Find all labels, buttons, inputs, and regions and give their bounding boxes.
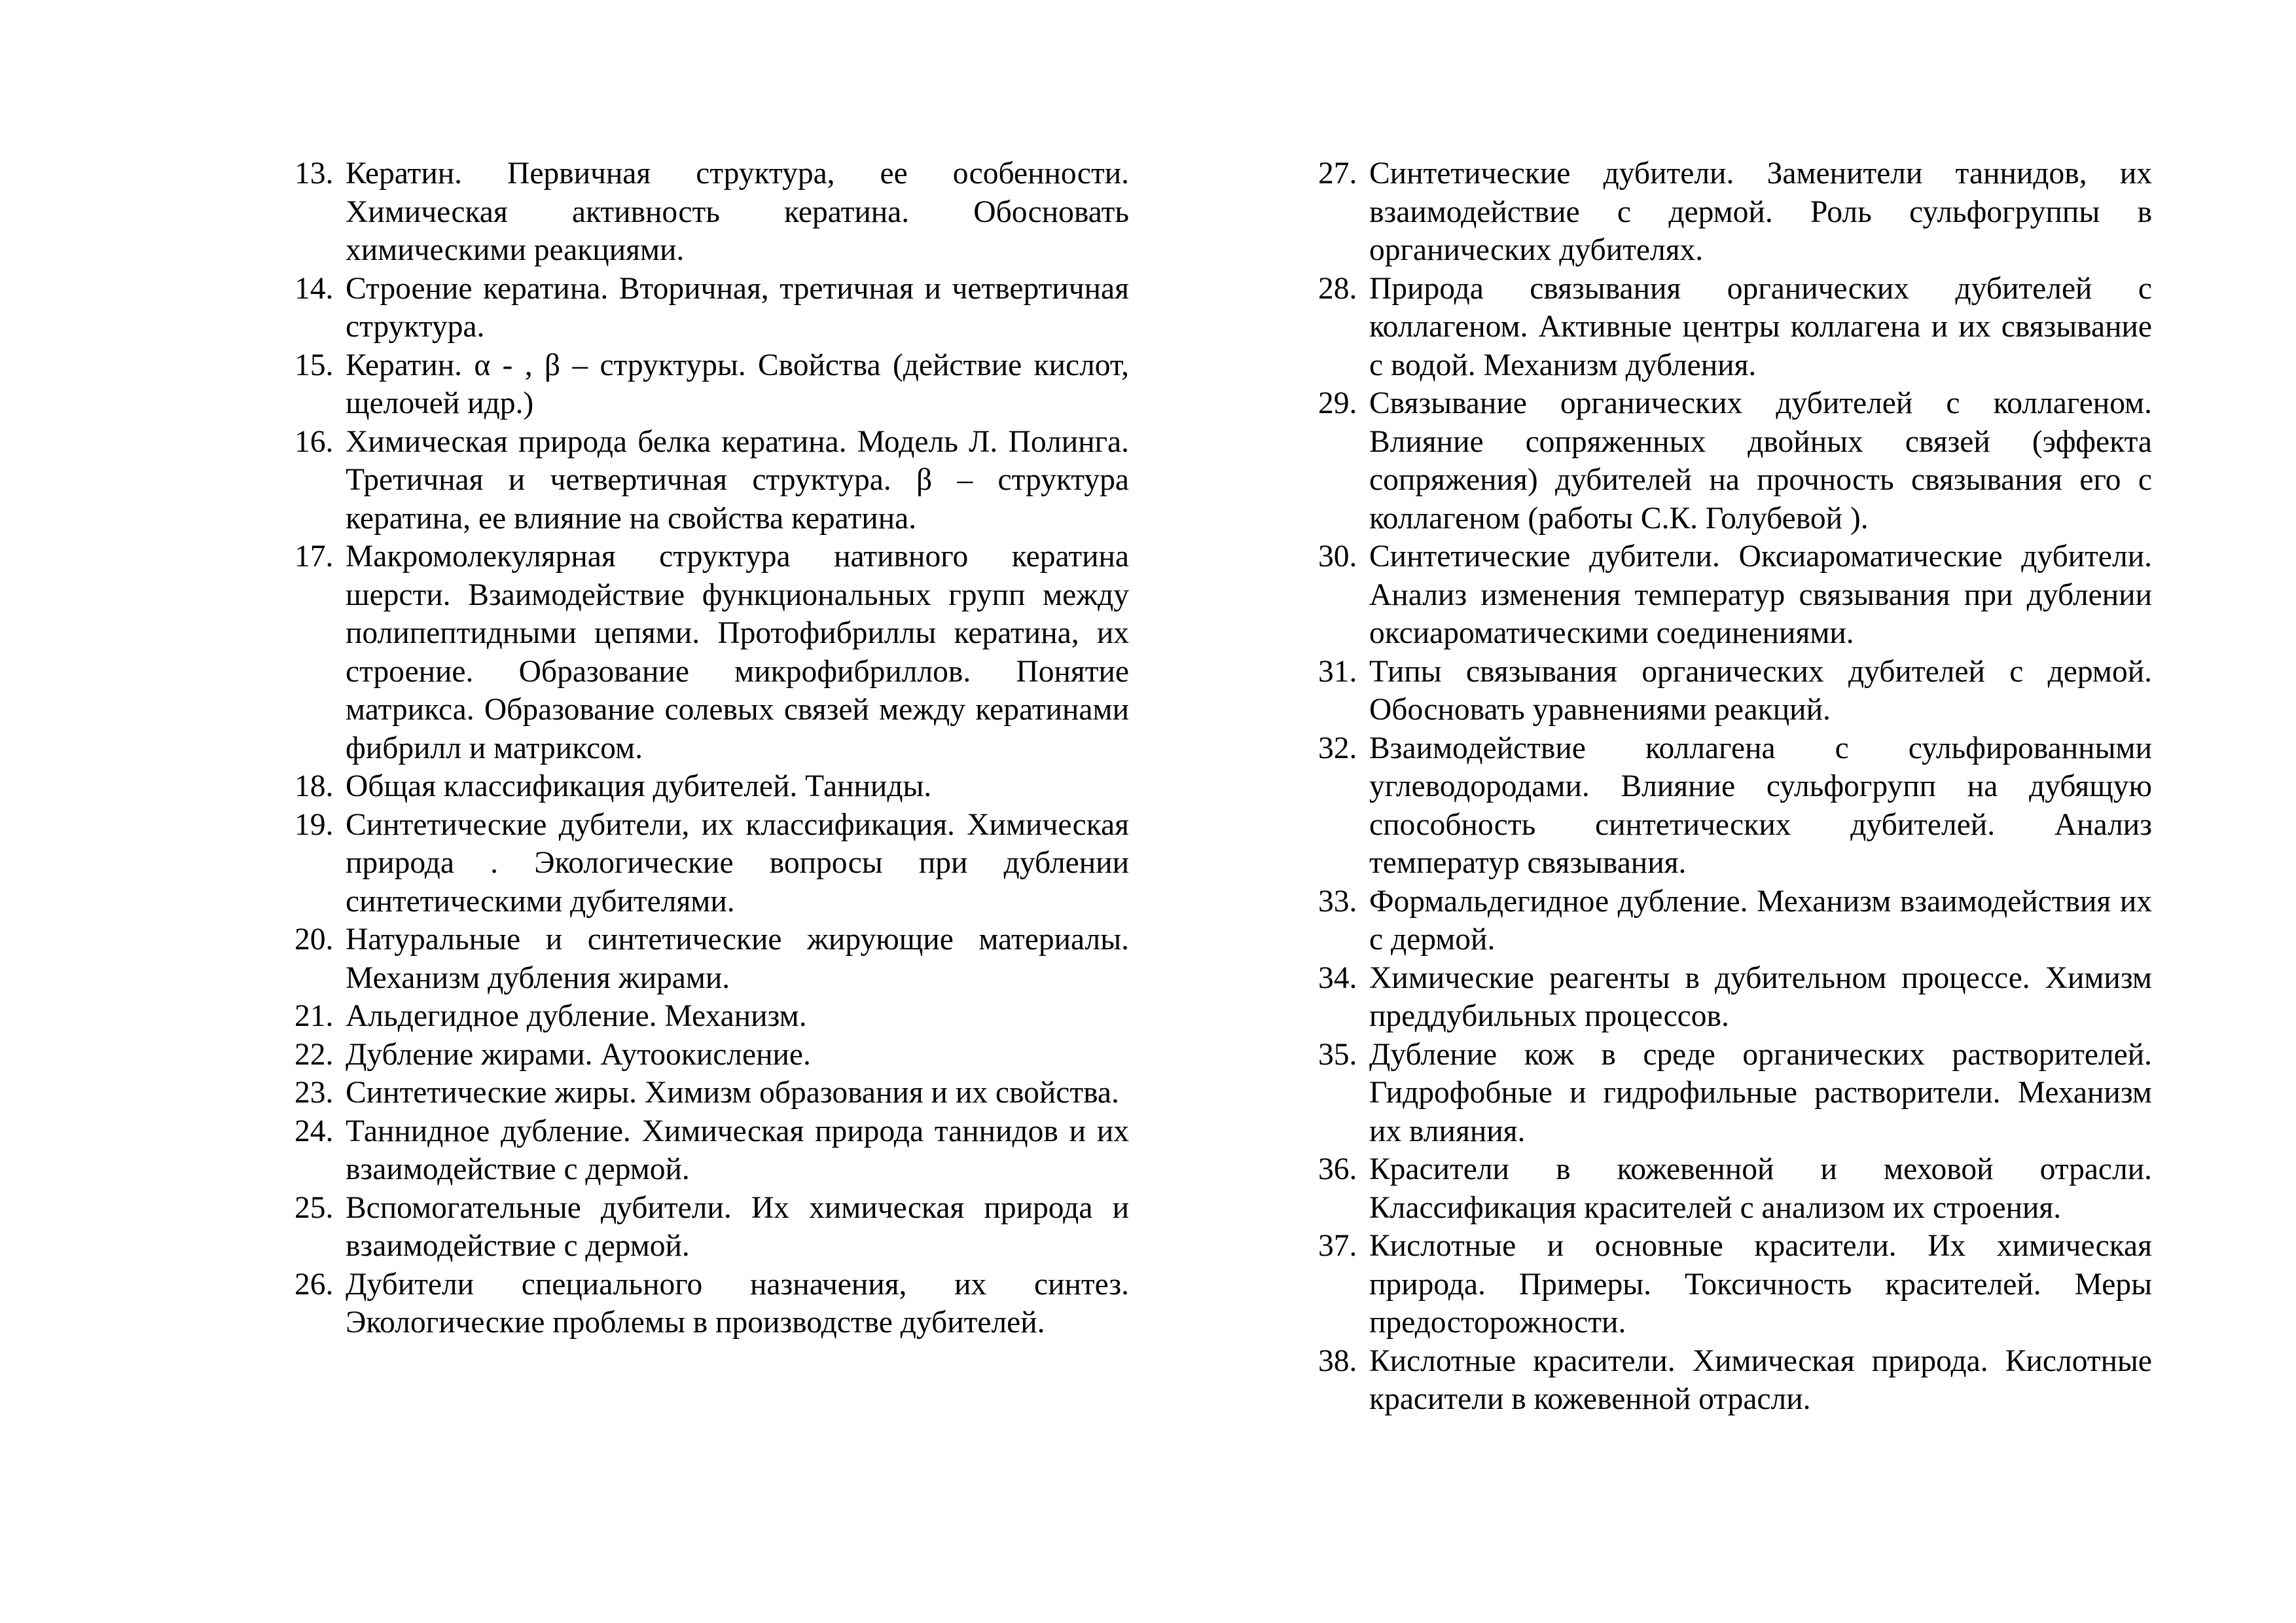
item-text: Взаимодействие коллагена с сульфированными углеводородами. Влияние сульфогрупп на дубящую способность синтетических дубителей. Анализ температур связывания. (1369, 731, 2152, 880)
list-item (295, 997, 1129, 1036)
item-text: Синтетические дубители. Заменители таннидов, их взаимодействие с дермой. Роль сульфогруппы в органических дубителях. (1369, 156, 2152, 267)
list-item (295, 346, 1129, 423)
item-number: 21. (295, 999, 334, 1033)
item-text: Химическая природа белка кератина. Модель Л. Полинга. Третичная и четвертичная структура. β – структура кератина, ее влияние на свойства кератина. (346, 424, 1129, 536)
item-text: Формальдегидное дубление. Механизм взаимодействия их с дермой. (1369, 884, 2152, 957)
item-text: Дубители специального назначения, их синтез. Экологические проблемы в производстве дубителей. (346, 1267, 1129, 1340)
right-column (1318, 155, 2152, 1419)
item-number: 33. (1318, 884, 1357, 919)
item-text: Природа связывания органических дубителей с коллагеном. Активные центры коллагена и их связывание с водой. Механизм дубления. (1369, 271, 2152, 382)
item-text: Кислотные красители. Химическая природа. Кислотные красители в кожевенной отрасли. (1369, 1343, 2152, 1416)
left-column (295, 155, 1129, 1342)
item-number: 14. (295, 271, 334, 306)
item-text: Альдегидное дубление. Механизм. (346, 999, 807, 1033)
item-number: 17. (295, 539, 334, 574)
item-number: 38. (1318, 1343, 1357, 1378)
item-number: 13. (295, 156, 334, 191)
item-number: 19. (295, 807, 334, 842)
list-item (1318, 270, 2152, 385)
item-text: Синтетические дубители. Оксиароматические дубители. Анализ изменения температур связывания при дублении оксиароматическими соединениями. (1369, 539, 2152, 650)
item-number: 28. (1318, 271, 1357, 306)
list-item (1318, 1150, 2152, 1227)
item-number: 36. (1318, 1152, 1357, 1186)
list-item (295, 1074, 1129, 1112)
list-item (295, 270, 1129, 346)
item-number: 34. (1318, 960, 1357, 995)
list-item (295, 806, 1129, 921)
item-text: Дубление кож в среде органических растворителей. Гидрофобные и гидрофильные растворители. Механизм их влияния. (1369, 1037, 2152, 1148)
list-item (1318, 1342, 2152, 1419)
item-text: Кератин. Первичная структура, ее особенности. Химическая активность кератина. Обосновать химическими реакциями. (346, 156, 1129, 267)
item-number: 35. (1318, 1037, 1357, 1072)
list-item (295, 1266, 1129, 1342)
item-number: 18. (295, 769, 334, 803)
list-item (295, 1189, 1129, 1266)
list-item (295, 921, 1129, 997)
item-text: Синтетические дубители, их классификация. Химическая природа . Экологические вопросы при дублении синтетическими дубителями. (346, 807, 1129, 919)
list-item (295, 1036, 1129, 1074)
item-number: 25. (295, 1190, 334, 1225)
item-text: Вспомогательные дубители. Их химическая природа и взаимодействие с дермой. (346, 1190, 1129, 1263)
list-item (1318, 538, 2152, 653)
item-text: Строение кератина. Вторичная, третичная и четвертичная структура. (346, 271, 1129, 344)
item-text: Дубление жирами. Аутоокисление. (346, 1037, 811, 1072)
item-text: Связывание органических дубителей с коллагеном. Влияние сопряженных двойных связей (эффекта сопряжения) дубителей на прочность связывания его с коллагеном (работы С.К. Голубевой ). (1369, 386, 2152, 536)
item-number: 16. (295, 424, 334, 459)
item-number: 22. (295, 1037, 334, 1072)
item-text: Кератин. α - , β – структуры. Свойства (действие кислот, щелочей идр.) (346, 348, 1129, 420)
list-item (1318, 653, 2152, 729)
list-item (1318, 1036, 2152, 1151)
item-number: 37. (1318, 1229, 1357, 1263)
item-text: Макромолекулярная структура нативного кератина шерсти. Взаимодействие функциональных групп между полипептидными цепями. Протофибриллы кератина, их строение. Образование микрофибриллов. Понятие матрикса. Образование солевых связей между кератинами фибрилл и матриксом. (346, 539, 1129, 765)
item-number: 15. (295, 348, 334, 382)
item-number: 26. (295, 1267, 334, 1302)
item-number: 30. (1318, 539, 1357, 574)
item-text: Таннидное дубление. Химическая природа таннидов и их взаимодействие с дермой. (346, 1114, 1129, 1186)
item-text: Общая классификация дубителей. Танниды. (346, 769, 932, 803)
item-number: 24. (295, 1114, 334, 1148)
item-number: 32. (1318, 731, 1357, 765)
list-item (1318, 883, 2152, 959)
list-item (295, 155, 1129, 270)
list-item (1318, 729, 2152, 883)
list-item (295, 1112, 1129, 1189)
item-number: 23. (295, 1076, 334, 1110)
list-item (1318, 959, 2152, 1036)
item-number: 31. (1318, 654, 1357, 689)
list-item (295, 538, 1129, 767)
list-item (295, 423, 1129, 538)
item-text: Натуральные и синтетические жирующие материалы. Механизм дубления жирами. (346, 922, 1129, 995)
item-text: Химические реагенты в дубительном процессе. Химизм преддубильных процессов. (1369, 960, 2152, 1033)
item-number: 20. (295, 922, 334, 957)
item-text: Типы связывания органических дубителей с дермой. Обосновать уравнениями реакций. (1369, 654, 2152, 727)
list-item (1318, 155, 2152, 270)
item-number: 27. (1318, 156, 1357, 191)
item-text: Синтетические жиры. Химизм образования и их свойства. (346, 1076, 1119, 1110)
item-number: 29. (1318, 386, 1357, 420)
list-item (1318, 1227, 2152, 1342)
item-text: Кислотные и основные красители. Их химическая природа. Примеры. Токсичность красителей. Меры предосторожности. (1369, 1229, 2152, 1340)
item-text: Красители в кожевенной и меховой отрасли. Классификация красителей с анализом их строения. (1369, 1152, 2152, 1225)
list-item (1318, 384, 2152, 538)
list-item (295, 767, 1129, 806)
